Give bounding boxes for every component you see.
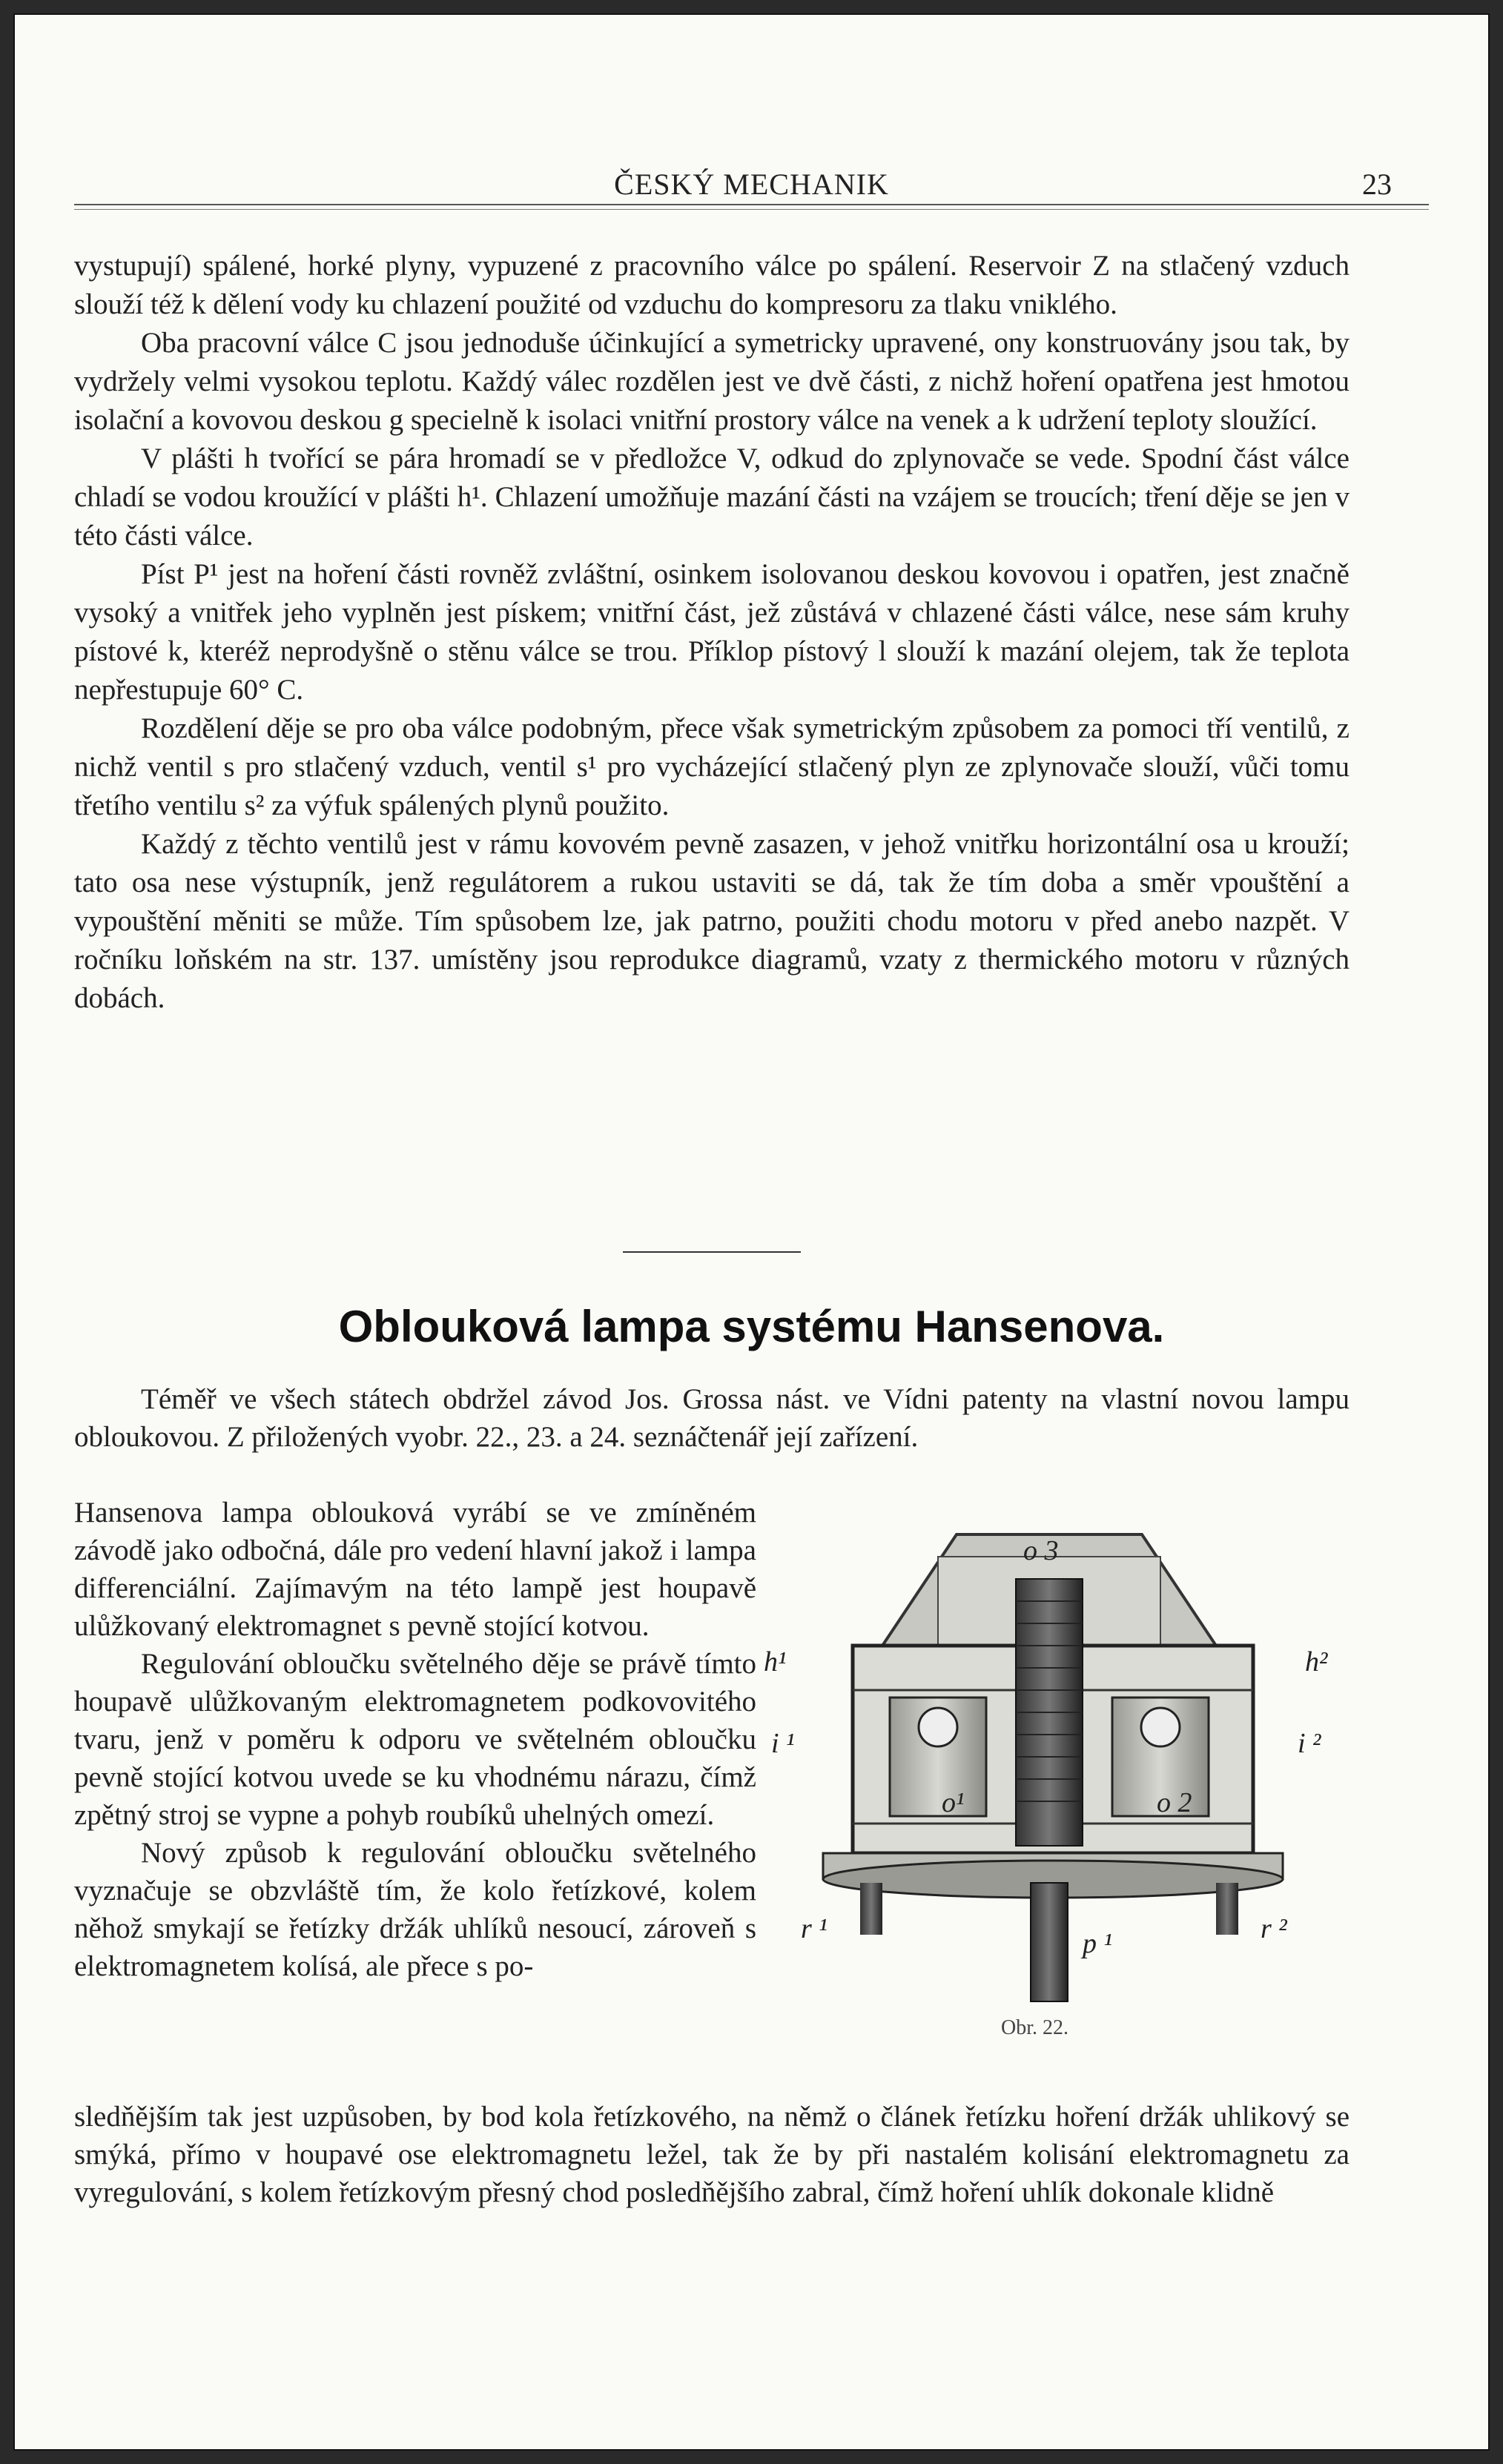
article-intro [74, 1380, 1350, 1456]
paragraph: Nový způsob k regulování obloučku světelného vyznačuje se obzvláště tím, že kolo řetízkové, kolem něhož smykají se řetízky držák uhlíků nesoucí, zároveň s elektromagnetem kolísá, ale přece s po- [74, 1837, 756, 1982]
lamp-figure [756, 1497, 1364, 2046]
paragraph: Rozdělení děje se pro oba válce podobným, přece však symetrickým způsobem za pomoci tří ventilů, z nichž ventil s pro stlačený vzduch, ventil s¹ pro vycházející stlačený plyn ze zplynovače slouží, vůči tomu třetího ventilu s² za výfuk spálených plynů použito. [74, 712, 1350, 821]
label-o1: o¹ [942, 1787, 965, 1818]
article-continuation [74, 2098, 1350, 2211]
section-divider [623, 1251, 801, 1253]
article-heading: Oblouková lampa systému Hansenova. [338, 1302, 1165, 1351]
header-rule [74, 204, 1429, 205]
paragraph: Hansenova lampa oblouková vyrábí se ve zmíněném závodě jako odbočná, dále pro vedení hlavní jakož i lampa differenciální. Zajímavým na této lampě jest houpavě ulůžkovaný elektromagnet s pevně stojící kotvou. [74, 1497, 756, 1642]
paragraph: Každý z těchto ventilů jest v rámu kovovém pevně zasazen, v jehož vnitřku horizontální osa u krouží; tato osa nese výstupník, jenž regulátorem a rukou ustaviti se dá, tak že tím doba a směr vpouštění a vypouštění měniti se může. Tím spůsobem lze, jak patrno, použiti chodu motoru v před anebo nazpět. V ročníku loňském na str. 137. umístěny jsou reprodukce diagramů, vzaty z thermického motoru v různých dobách. [74, 828, 1350, 1014]
paragraph: Oba pracovní válce C jsou jednoduše účinkující a symetricky upravené, ony konstruovány jsou tak, by vydržely velmi vysokou teplotu. Každý válec rozdělen jest ve dvě části, z nichž hoření opatřena jest hmotou isolační a kovovou deskou g specielně k isolaci vnitřní prostory válce na venek a k udržení teploty sloužící. [74, 327, 1350, 436]
label-r2: r ² [1261, 1913, 1287, 1944]
label-h1: h¹ [764, 1646, 787, 1678]
page-number: 23 [1362, 168, 1392, 201]
article-left-column [74, 1494, 756, 1985]
label-h2: h² [1305, 1646, 1328, 1678]
label-i2: i ² [1298, 1728, 1321, 1759]
figure-caption: Obr. 22. [1001, 2016, 1068, 2039]
label-r1: r ¹ [801, 1913, 828, 1944]
paragraph: vystupují) spálené, horké plyny, vypuzené z pracovního válce po spálení. Reservoir Z na stlačený vzduch slouží též k dělení vody ku chlazení použité od vzduchu do kompresoru za tlaku vniklého. [74, 250, 1350, 320]
paragraph: V plášti h tvořící se pára hromadí se v předložce V, odkud do zplynovače se vede. Spodní část válce chladí se vodou kroužící v plášti h¹. Chlazení umožňuje mazání části na vzájem se troucích; tření děje se jen v této části válce. [74, 443, 1350, 552]
label-p1: p ¹ [1083, 1928, 1112, 1959]
paragraph: sledňějším tak jest uzpůsoben, by bod kola řetízkového, na němž o článek řetízku hoření držák uhlikový se smýká, přímo v houpavé ose elektromagnetu ležel, tak že by při nastalém kolisání elektromagnetu za vyregulování, s kolem řetízkovým přesný chod posledňějšího zabral, čímž hoření uhlík dokonale klidně [74, 2101, 1350, 2208]
label-o3: o 3 [1023, 1535, 1059, 1566]
label-o2: o 2 [1157, 1787, 1192, 1818]
paragraph: Téměř ve všech státech obdržel závod Jos. Grossa nást. ve Vídni patenty na vlastní novou lampu obloukovou. Z přiložených vyobr. 22., 23. a 24. seznáčtenář její zařízení. [74, 1383, 1350, 1453]
paragraph: Píst P¹ jest na hoření části rovněž zvláštní, osinkem isolovanou deskou kovovou i opatřen, jest značně vysoký a vnitřek jeho vyplněn jest pískem; vnitřní část, jež zůstává v chlazené části válce, nese sám kruhy pístové k, kteréž neprodyšně o stěnu válce se trou. Příklop pístový l slouží k mazání olejem, tak že teplota nepřestupuje 60° C. [74, 558, 1350, 706]
header-rule-thin [74, 209, 1429, 210]
paragraph: Regulování obloučku světelného děje se právě tímto houpavě ulůžkovaným elektromagnetem podkovovitého tvaru, jenž v poměru k odporu ve světelném obloučku pevně stojící kotvou uvede se ku vhodnému nárazu, čímž zpětný stroj se vypne a pohyb roubíků uhelných omezí. [74, 1648, 756, 1831]
journal-title: ČESKÝ MECHANIK [614, 168, 889, 201]
section-motor-text [74, 247, 1350, 1018]
label-i1: i ¹ [771, 1728, 795, 1759]
